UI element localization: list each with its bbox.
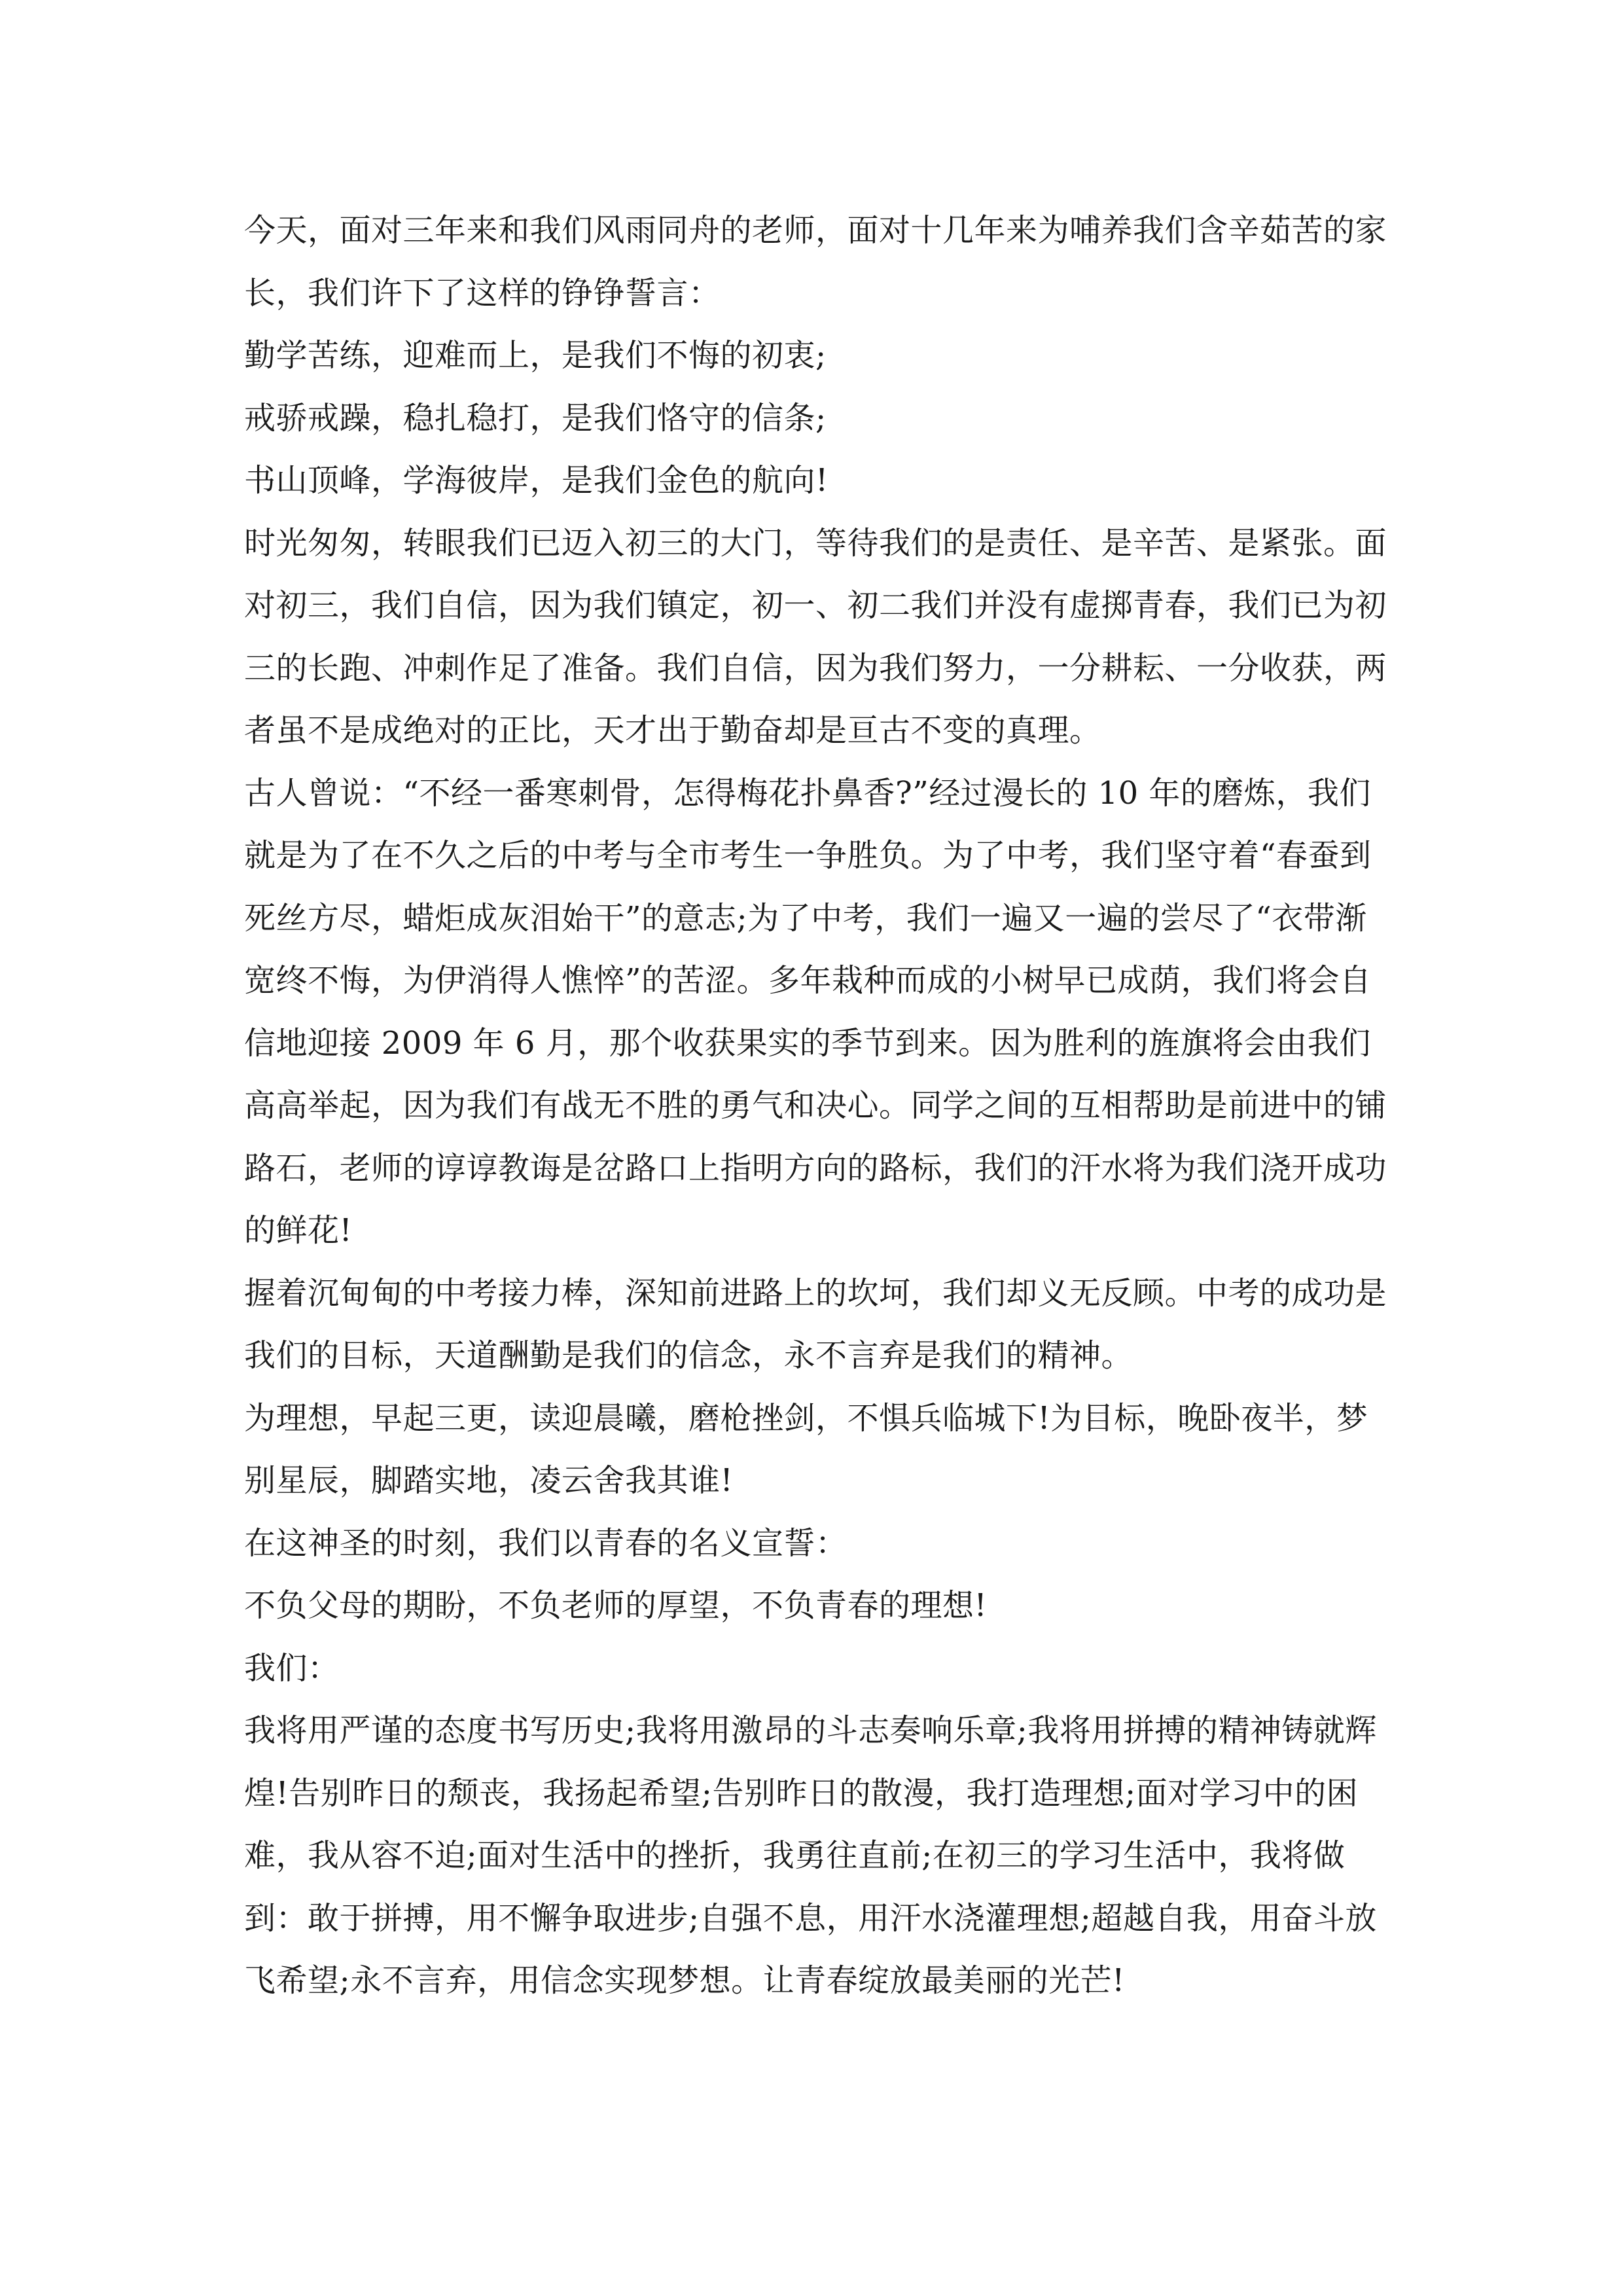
paragraph-ancients: 古人曾说：“不经一番寒刺骨，怎得梅花扑鼻香?”经过漫长的 10 年的磨炼，我们就是为了在不久之后的中考与全市考生一争胜负。为了中考，我们坚守着“春蚕到死丝方尽，蜡炬成灰泪始干”的意志;为了中考，我们一遍又一遍的尝尽了“衣带渐宽终不悔，为伊消得人憔悴”的苦涩。多年栽种而成的小树早已成荫，我们将会自信地迎接 2009 年 6 月，那个收获果实的季节到来。因为胜利的旌旗将会由我们高高举起，因为我们有战无不胜的勇气和决心。同学之间的互相帮助是前进中的铺路石，老师的谆谆教诲是岔路口上指明方向的路标，我们的汗水将为我们浇开成功的鲜花! bbox=[244, 774, 1387, 1249]
paragraph-oath-line-1: 勤学苦练，迎难而上，是我们不悔的初衷; bbox=[244, 337, 827, 374]
paragraph-baton: 握着沉甸甸的中考接力棒，深知前进路上的坎坷，我们却义无反顾。中考的成功是我们的目标，天道酬勤是我们的信念，永不言弃是我们的精神。 bbox=[244, 1274, 1387, 1374]
paragraph-we: 我们： bbox=[244, 1649, 340, 1687]
paragraph-ideal: 为理想，早起三更，读迎晨曦，磨枪挫剑，不惧兵临城下!为目标，晚卧夜半，梦别星辰，脚踏实地，凌云舍我其谁! bbox=[244, 1399, 1368, 1499]
paragraph-oath-intro: 今天，面对三年来和我们风雨同舟的老师，面对十几年来为哺养我们含辛茹苦的家长，我们许下了这样的铮铮誓言： bbox=[244, 212, 1387, 312]
document-body bbox=[244, 200, 1393, 2013]
paragraph-sacred-moment: 在这神圣的时刻，我们以青春的名义宣誓： bbox=[244, 1524, 847, 1562]
paragraph-time: 时光匆匆，转眼我们已迈入初三的大门，等待我们的是责任、是辛苦、是紧张。面对初三，我们自信，因为我们镇定，初一、初二我们并没有虚掷青春，我们已为初三的长跑、冲刺作足了准备。我们自信，因为我们努力，一分耕耘、一分收获，两者虽不是成绝对的正比，天才出于勤奋却是亘古不变的真理。 bbox=[244, 524, 1387, 749]
paragraph-oath-line-2: 戒骄戒躁，稳扎稳打，是我们恪守的信条; bbox=[244, 399, 827, 437]
paragraph-pledge: 我将用严谨的态度书写历史;我将用激昂的斗志奏响乐章;我将用拼搏的精神铸就辉煌!告别昨日的颓丧，我扬起希望;告别昨日的散漫，我打造理想;面对学习中的困难，我从容不迫;面对生活中的挫折，我勇往直前;在初三的学习生活中，我将做到：敢于拼搏，用不懈争取进步;自强不息，用汗水浇灌理想;超越自我，用奋斗放飞希望;永不言弃，用信念实现梦想。让青春绽放最美丽的光芒! bbox=[244, 1712, 1377, 1999]
paragraph-oath-line-3: 书山顶峰，学海彼岸，是我们金色的航向! bbox=[244, 462, 829, 499]
paragraph-vow: 不负父母的期盼，不负老师的厚望，不负青春的理想! bbox=[244, 1587, 988, 1624]
